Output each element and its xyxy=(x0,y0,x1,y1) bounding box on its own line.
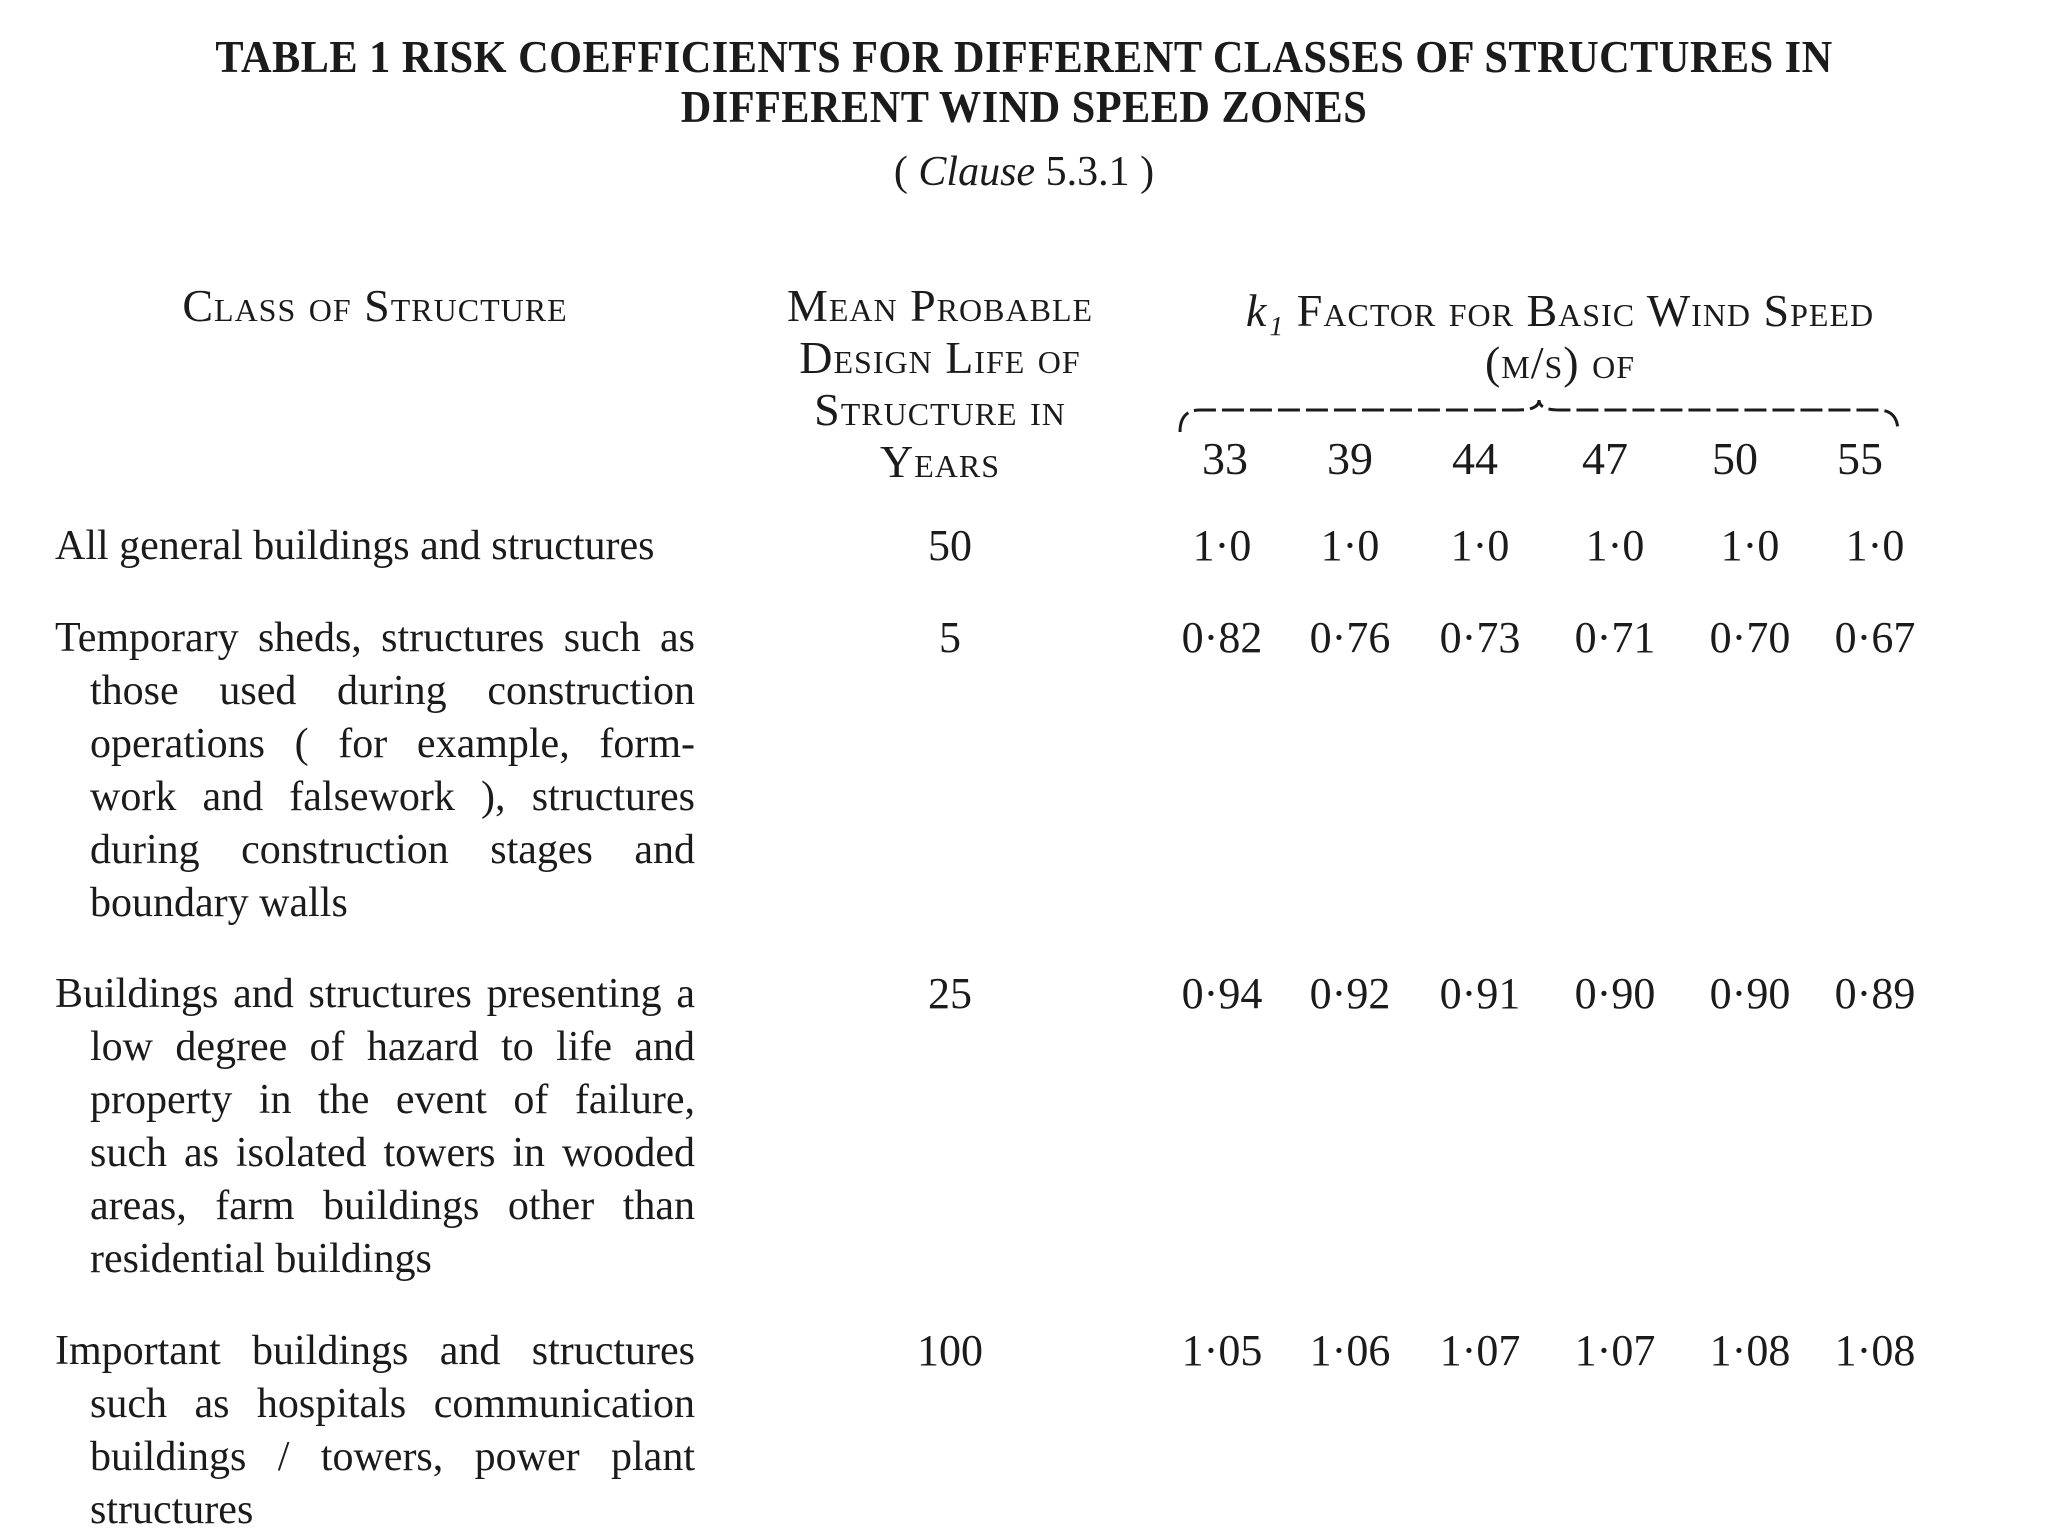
k1-factor-cell: 1·08 xyxy=(1709,1326,1791,1375)
header-k1-text: Factor for Basic Wind Speed xyxy=(1284,285,1875,336)
design-life-years: 25 xyxy=(928,969,972,1018)
structure-class-description: Important buildings and structures such as hospitals communication buildings / towers, power plant structures xyxy=(55,1328,695,1533)
design-life-years: 50 xyxy=(928,521,972,570)
k1-factor-cell: 1·0 xyxy=(1845,521,1905,570)
k1-factor-cell: 1·07 xyxy=(1574,1326,1656,1375)
table-title-line-2: DIFFERENT WIND SPEED ZONES xyxy=(680,81,1368,132)
wind-speed-brace xyxy=(1178,398,1900,434)
k1-factor-cell: 0·70 xyxy=(1709,613,1791,662)
header-design-life-line-2: Design Life of xyxy=(799,332,1081,383)
k1-factor-cell: 0·91 xyxy=(1439,969,1521,1018)
k1-factor-cell: 1·0 xyxy=(1450,521,1510,570)
k1-factor-cell: 1·05 xyxy=(1181,1326,1263,1375)
header-design-life xyxy=(740,280,1140,488)
k1-factor-cell: 0·76 xyxy=(1309,613,1391,662)
design-life-years: 100 xyxy=(917,1326,983,1375)
header-design-life-line-1: Mean Probable xyxy=(786,280,1094,331)
k1-factor-cell: 1·0 xyxy=(1320,521,1380,570)
wind-speed-1: 39 xyxy=(1327,433,1373,484)
structure-class-description: All general buildings and structures xyxy=(55,523,655,569)
k1-symbol: k₁ xyxy=(1245,285,1285,336)
k1-factor-cell: 0·67 xyxy=(1834,613,1916,662)
k1-factor-cell: 0·82 xyxy=(1181,613,1263,662)
k1-factor-cell: 0·89 xyxy=(1834,969,1916,1018)
header-k1-factor xyxy=(1180,285,1940,389)
k1-factor-cell: 1·0 xyxy=(1192,521,1252,570)
clause-number: 5.3.1 ) xyxy=(1035,149,1155,195)
k1-factor-cell: 1·0 xyxy=(1585,521,1645,570)
design-life-years: 5 xyxy=(939,613,961,662)
k1-factor-cell: 0·94 xyxy=(1181,969,1263,1018)
clause-open: ( xyxy=(893,149,919,195)
k1-factor-cell: 1·08 xyxy=(1834,1326,1916,1375)
k1-factor-cell: 0·71 xyxy=(1574,613,1656,662)
header-design-life-line-4: Years xyxy=(879,436,1001,487)
wind-speed-4: 50 xyxy=(1712,433,1758,484)
table-title-line-1: TABLE 1 RISK COEFFICIENTS FOR DIFFERENT CLASSES OF STRUCTURES IN xyxy=(215,31,1833,82)
structure-class-description: Buildings and structures presenting a low degree of hazard to life and property in the event of failure, such as isolated towers in wooded areas, farm buildings other than residential buildings xyxy=(55,971,695,1282)
k1-factor-cell: 0·90 xyxy=(1574,969,1656,1018)
k1-factor-cell: 0·90 xyxy=(1709,969,1791,1018)
wind-speed-0: 33 xyxy=(1202,433,1248,484)
k1-factor-cell: 0·73 xyxy=(1439,613,1521,662)
header-k1-line-1 xyxy=(1180,285,1940,337)
header-k1-line-2: (m/s) of xyxy=(1484,337,1636,388)
k1-factor-cell: 1·06 xyxy=(1309,1326,1391,1375)
header-class-of-structure: Class of Structure xyxy=(182,280,568,331)
clause-word: Clause xyxy=(918,149,1036,195)
header-design-life-line-3: Structure in xyxy=(814,384,1066,435)
wind-speed-3: 47 xyxy=(1582,433,1628,484)
structure-class-description: Temporary sheds, structures such as those used during construction operations ( for example, form-work and falsework ), structures during construction stages and boundary walls xyxy=(55,615,695,926)
k1-factor-cell: 0·92 xyxy=(1309,969,1391,1018)
clause-reference xyxy=(0,148,2048,196)
k1-factor-cell: 1·0 xyxy=(1720,521,1780,570)
wind-speed-5: 55 xyxy=(1837,433,1883,484)
wind-speed-2: 44 xyxy=(1452,433,1498,484)
k1-factor-cell: 1·07 xyxy=(1439,1326,1521,1375)
